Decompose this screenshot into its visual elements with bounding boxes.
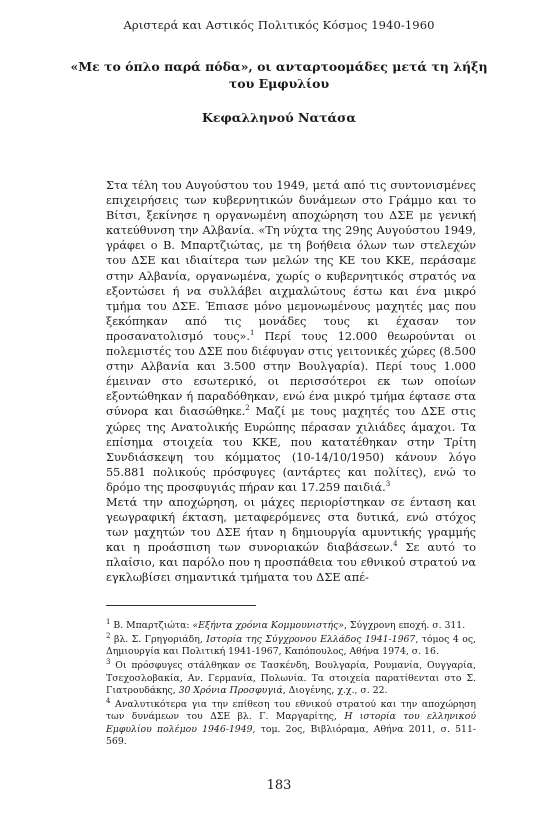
- footnote-ref[interactable]: 1: [250, 329, 255, 338]
- paragraph-text: Περί τους 12.000 θεωρούνται οι πολεμιστές του ΔΣΕ που διέφυγαν στις γειτονικές χώρες (8.500 στην Αλβανία και 3.500 στην Βουλγαρία). Περί τους 1.000 έμειναν στο εσωτερικό, οι περισσότεροι εκ των οποίων εξοντώθηκαν ή παραδόθηκαν, ενώ ένα μικρό τμήμα έφτασε στα σύνορα και διασώθηκε.: [106, 329, 476, 419]
- paragraph-text: Στα τέλη του Αυγούστου του 1949, μετά από τις συντονισμένες επιχειρήσεις των κυβερνητικών δυνάμεων στο Γράμμο και το Βίτσι, ξεκίνησε η οργανωμένη αποχώρηση του ΔΣΕ με γενική κατεύθυνση την Αλβανία. «Τη νύχτα της 29ης Αυγούστου 1949, γράφει ο Β. Μπαρτζιώτας, με τη βοήθεια όλων των στελεχών του ΔΣΕ και ιδιαίτερα των μελών της ΚΕ του ΚΚΕ, περάσαμε στην Αλβανία, οργανωμένα, χωρίς ο κυβερνητικός στρατός να εξοντώσει ή να συλλάβει αιχμαλώτους έστω και ένα μικρό τμήμα του ΔΣΕ. Έπιασε μόνο μεμονωμένους μαχητές μας που ξεκόπηκαν από τις μονάδες τους κι έχασαν τον προσανατολισμό τους».: [106, 179, 476, 343]
- footnote-text: , τομ. 2ος, Βιβλιόραμα, Αθήνα 2011, σ. 511-569.: [106, 723, 476, 748]
- article-title: «Με το όπλο παρά πόδα», οι ανταρτοομάδες μετά τη λήξη του Εμφυλίου: [70, 59, 488, 91]
- footnote-text: βλ. Σ. Γρηγοριάδη,: [110, 633, 207, 645]
- footnote-text: , τόμος 4 ος, Δημιουργία και Πολιτική 1941-1967, Καπόπουλος, Αθήνα 1974, σ. 16.: [106, 633, 476, 658]
- footnote-divider: [106, 605, 256, 606]
- paragraph: [106, 495, 476, 586]
- footnote-number: 1: [106, 617, 111, 626]
- page-number: 183: [266, 778, 292, 793]
- footnote-citation-title: 30 Χρόνια Προσφυγιά: [178, 685, 283, 697]
- footnote-number: 2: [106, 631, 111, 640]
- article-author: Κεφαλληνού Νατάσα: [202, 110, 356, 125]
- footnote-citation-title: «Εξήντα χρόνια Κομμουνιστής»: [192, 620, 345, 631]
- footnote-text: Αναλυτικότερα για την επίθεση του εθνικού στρατού και την αποχώρηση των δυνάμεων του ΔΣΕ βλ. Γ. Μαργαρίτης,: [106, 698, 476, 723]
- paragraph-text: Μαζί με τους μαχητές του ΔΣΕ στις χώρες της Ανατολικής Ευρώπης πέρασαν χιλιάδες άμαχοι. Τα επίσημα στοιχεία του ΚΚΕ, που κατατέθηκαν στην Τρίτη Συνδιάσκεψη του κόμματος (10-14/10/1950) κάνουν λόγο 55.881 πολικούς πρόσφυγες (αντάρτες και πολίτες), ενώ το δρόμο της προσφυγιάς πήραν και 17.259 παιδιά.: [106, 405, 476, 494]
- paragraph-text: Σε αυτό το πλαίσιο, και παρόλο που η προσπάθεια του εθνικού στρατού να εγκλωβίσει σημαντικά τμήματα του ΔΣΕ απέ-: [106, 541, 476, 585]
- running-header: Αριστερά και Αστικός Πολιτικός Κόσμος 1940-1960: [123, 18, 435, 32]
- footnote-citation-title: Ιστορία της Σύγχρονου Ελλάδος 1941-1967: [206, 633, 416, 645]
- footnote-ref[interactable]: 4: [393, 540, 398, 549]
- footnote-text: Β. Μπαρτζιώτα:: [110, 620, 193, 631]
- footnote: [106, 631, 476, 659]
- footnote-number: 4: [106, 696, 111, 705]
- footnote-text: , Σύγχρονη εποχή. σ. 311.: [344, 620, 466, 631]
- paragraph: [106, 178, 476, 495]
- paragraph-text: Μετά την αποχώρηση, οι μάχες περιορίστηκαν σε ένταση και γεωγραφική έκταση, μεταφερόμενες στα δυτικά, ενώ στόχος των μαχητών του ΔΣΕ ήταν η δημιουργία αμυντικής γραμμής και η προάσπιση των συνοριακών διαβάσεων.: [106, 495, 476, 555]
- footnotes: [106, 617, 476, 750]
- article-body: [106, 178, 476, 586]
- footnote: [106, 660, 476, 697]
- footnote-number: 3: [106, 658, 111, 667]
- footnote: [106, 617, 476, 632]
- footnote: [106, 696, 476, 749]
- footnote-text: , Διογένης, χ.χ., σ. 22.: [282, 685, 388, 697]
- footnote-ref[interactable]: 2: [245, 404, 250, 413]
- footnote-text: Οι πρόσφυγες στάλθηκαν σε Τασκένδη, Βουλγαρία, Ρουμανία, Ουγγαρία, Τσεχοσλοβακία, Αν. Γερμανία, Πολωνία. Τα στοιχεία παρατίθενται στο Σ. Γιατρουδάκης,: [106, 660, 476, 697]
- footnote-citation-title: Η ιστορία του ελληνικού Εμφυλίου πολέμου 1946-1949: [106, 711, 476, 735]
- footnote-ref[interactable]: 3: [385, 480, 391, 489]
